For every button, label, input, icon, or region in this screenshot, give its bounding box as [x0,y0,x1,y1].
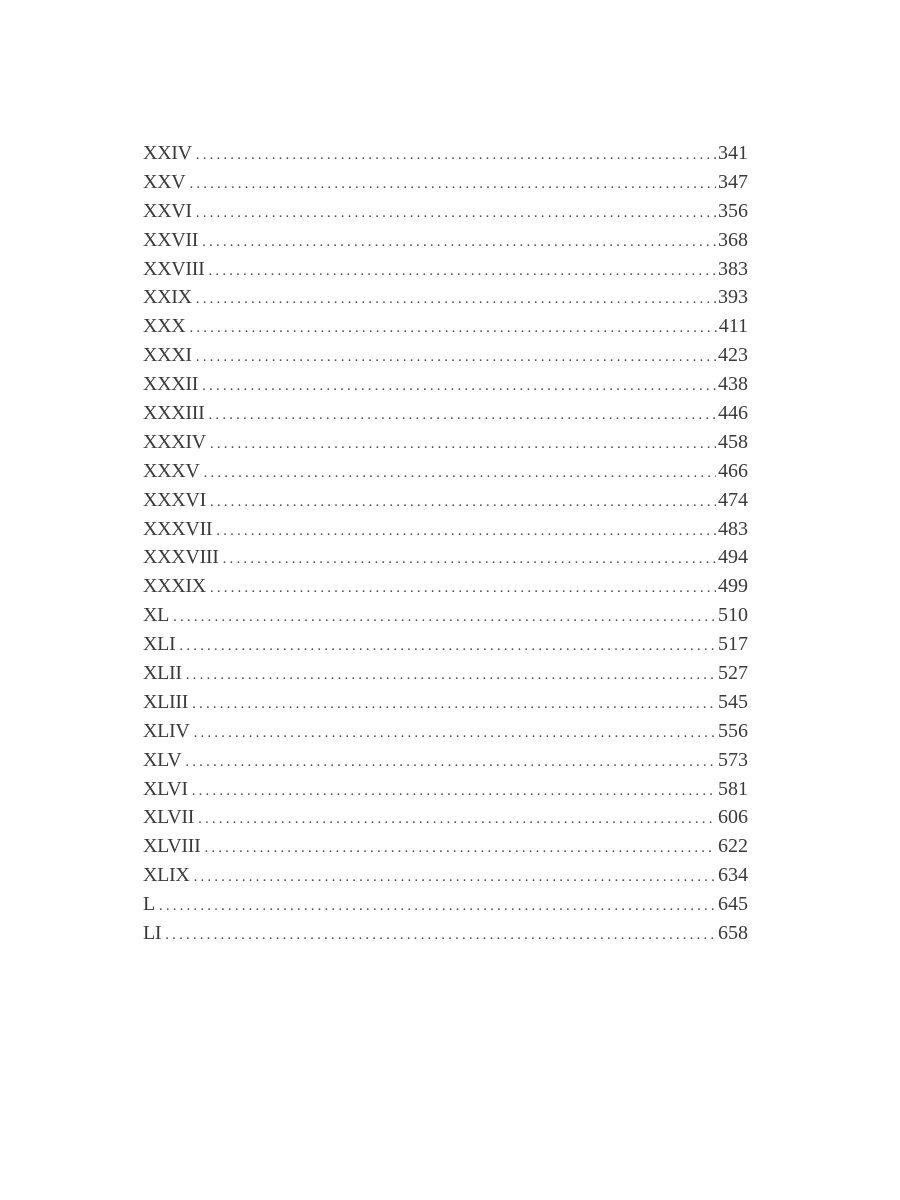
page-number: 545 [718,690,748,713]
toc-entry[interactable] [143,775,748,804]
page-number: 438 [718,373,748,396]
page-number: 383 [718,257,748,280]
toc-entry[interactable] [143,486,748,515]
dot-leader [192,777,716,804]
dot-leader [185,748,716,775]
chapter-number: XLI [143,633,176,656]
toc-entry[interactable] [143,890,748,919]
toc-entry[interactable] [143,312,748,341]
toc-entry[interactable] [143,370,748,399]
chapter-number: XXIX [143,286,192,309]
chapter-number: XLVI [143,777,188,800]
dot-leader [210,574,716,601]
page-number: 356 [718,199,748,222]
page-number: 573 [718,748,748,771]
chapter-number: XXXVI [143,488,206,511]
toc-entry[interactable] [143,746,748,775]
toc-entry[interactable] [143,168,748,197]
dot-leader [196,141,716,168]
chapter-number: XXXVII [143,517,213,540]
page-number: 423 [718,344,748,367]
dot-leader [204,459,716,486]
page-number: 368 [718,228,748,251]
dot-leader [189,170,716,197]
page-number: 510 [718,604,748,627]
chapter-number: XXXIII [143,402,205,425]
dot-leader [196,199,716,226]
chapter-number: XXVIII [143,257,205,280]
chapter-number: XLII [143,662,182,685]
dot-leader [194,863,716,890]
dot-leader [159,892,716,919]
dot-leader [202,228,716,255]
dot-leader [196,285,716,312]
page-number: 458 [718,430,748,453]
toc-entry[interactable] [143,457,748,486]
page-number: 606 [718,806,748,829]
page-number: 658 [718,922,748,945]
toc-entry[interactable] [143,630,748,659]
page-number: 393 [718,286,748,309]
page-number: 483 [718,517,748,540]
chapter-number: XXXV [143,459,200,482]
dot-leader [194,719,716,746]
chapter-number: XLV [143,748,182,771]
dot-leader [173,603,716,630]
page-number: 347 [718,170,748,193]
dot-leader [186,661,716,688]
dot-leader [192,690,716,717]
chapter-number: XXV [143,170,186,193]
dot-leader [179,632,716,659]
page-number: 622 [718,835,748,858]
page-number: 474 [718,488,748,511]
toc-entry[interactable] [143,515,748,544]
page-number: 499 [718,575,748,598]
page-number: 527 [718,662,748,685]
page-number: 446 [718,402,748,425]
toc-entry[interactable] [143,255,748,284]
chapter-number: XXVII [143,228,199,251]
chapter-number: XXXIX [143,575,206,598]
dot-leader [165,921,716,948]
toc-entry[interactable] [143,832,748,861]
chapter-number: LI [143,922,162,945]
page-number: 645 [718,893,748,916]
toc-entry[interactable] [143,919,748,948]
chapter-number: XXIV [143,142,192,164]
chapter-number: XLIV [143,719,190,742]
dot-leader [204,834,716,861]
dot-leader [202,372,716,399]
toc-entry[interactable] [143,428,748,457]
chapter-number: XLIII [143,690,189,713]
toc-entry[interactable] [143,717,748,746]
toc-entry[interactable] [143,861,748,890]
dot-leader [210,430,716,457]
chapter-number: XXXI [143,344,192,367]
dot-leader [198,805,716,832]
toc-entry[interactable] [143,197,748,226]
page-number: 581 [718,777,748,800]
dot-leader [209,401,716,428]
dot-leader [210,488,716,515]
chapter-number: L [143,893,155,916]
chapter-number: XLIX [143,864,190,887]
toc-entry[interactable] [143,601,748,630]
page-number: 411 [718,315,748,338]
dot-leader [189,314,716,341]
page-number: 494 [718,546,748,569]
toc-entry[interactable] [143,283,748,312]
toc-entry[interactable] [143,341,748,370]
page-number: 517 [718,633,748,656]
dot-leader [209,257,716,284]
dot-leader [196,343,716,370]
chapter-number: XXX [143,315,186,338]
table-of-contents [143,139,748,948]
chapter-number: XXXIV [143,430,206,453]
page-number: 634 [718,864,748,887]
toc-entry[interactable] [143,543,748,572]
dot-leader [223,545,716,572]
chapter-number: XL [143,604,170,627]
toc-entry[interactable] [143,803,748,832]
toc-entry[interactable] [143,688,748,717]
toc-entry[interactable] [143,139,748,168]
page-number: 556 [718,719,748,742]
chapter-number: XLVIII [143,835,201,858]
page-number: 466 [718,459,748,482]
toc-entry[interactable] [143,226,748,255]
toc-entry[interactable] [143,399,748,428]
chapter-number: XXXII [143,373,199,396]
chapter-number: XXXVIII [143,546,219,569]
chapter-number: XXVI [143,199,192,222]
toc-entry[interactable] [143,659,748,688]
toc-entry[interactable] [143,572,748,601]
page-number: 341 [718,142,748,164]
chapter-number: XLVII [143,806,195,829]
dot-leader [216,517,716,544]
